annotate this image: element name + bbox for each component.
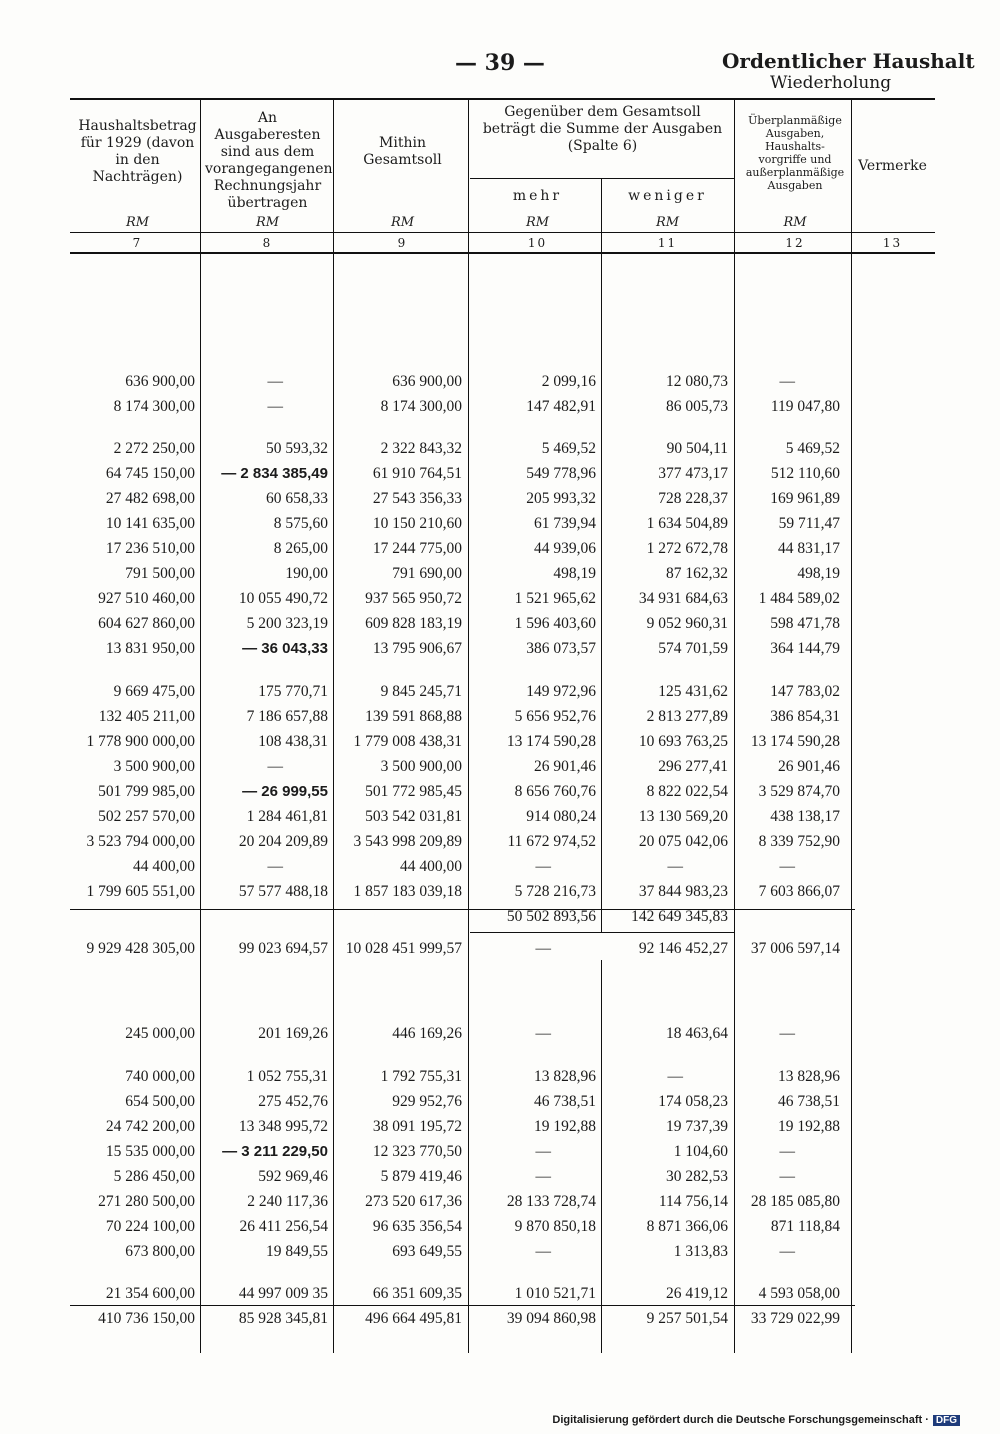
table-cell: 13 828,96 bbox=[778, 1068, 840, 1085]
table-cell: 19 737,39 bbox=[666, 1118, 728, 1135]
table-cell: 5 286 450,00 bbox=[113, 1168, 195, 1185]
table-cell: 33 729 022,99 bbox=[750, 1310, 840, 1327]
table-cell: 20 204 209,89 bbox=[238, 833, 328, 850]
table-cell: 174 058,23 bbox=[658, 1093, 728, 1110]
table-cell: 37 006 597,14 bbox=[750, 940, 840, 957]
unit-10: RM bbox=[525, 215, 550, 230]
table-cell: 245 000,00 bbox=[125, 1025, 195, 1042]
table-cell: 8 174 300,00 bbox=[113, 398, 195, 415]
table-cell: 5 879 419,46 bbox=[380, 1168, 462, 1185]
table-cell: 17 244 775,00 bbox=[372, 540, 462, 557]
table-cell: 38 091 195,72 bbox=[372, 1118, 462, 1135]
table-cell: 1 104,60 bbox=[673, 1143, 728, 1160]
table-cell: 871 118,84 bbox=[770, 1218, 840, 1235]
table-cell: 927 510 460,00 bbox=[98, 590, 195, 607]
table-cell: 501 772 985,45 bbox=[365, 783, 462, 800]
table-cell: 15 535 000,00 bbox=[105, 1143, 195, 1160]
table-cell: 1 857 183 039,18 bbox=[353, 883, 462, 900]
table-cell: 386 854,31 bbox=[770, 708, 840, 725]
table-cell: 693 649,55 bbox=[392, 1243, 462, 1260]
table-cell: 86 005,73 bbox=[666, 398, 728, 415]
table-cell: 1 634 504,89 bbox=[646, 515, 728, 532]
table-cell: 501 799 985,00 bbox=[98, 783, 195, 800]
table-cell: 46 738,51 bbox=[778, 1093, 840, 1110]
table-cell: 377 473,17 bbox=[658, 465, 728, 482]
table-cell: 609 828 183,19 bbox=[365, 615, 462, 632]
table-cell: 446 169,26 bbox=[392, 1025, 462, 1042]
table-cell: 512 110,60 bbox=[770, 465, 840, 482]
table-cell: — bbox=[779, 858, 795, 875]
table-cell: 30 282,53 bbox=[666, 1168, 728, 1185]
subtotal-rule bbox=[470, 932, 734, 933]
table-cell: 26 411 256,54 bbox=[239, 1218, 328, 1235]
table-cell: 37 844 983,23 bbox=[638, 883, 728, 900]
table-cell: — bbox=[667, 1068, 683, 1085]
table-cell: 3 500 900,00 bbox=[113, 758, 195, 775]
table-cell: 673 800,00 bbox=[125, 1243, 195, 1260]
table-cell: 574 701,59 bbox=[658, 640, 728, 657]
table-cell: 11 672 974,52 bbox=[507, 833, 596, 850]
table-cell: 3 543 998 209,89 bbox=[353, 833, 462, 850]
col-divider bbox=[601, 178, 602, 933]
table-cell: 149 972,96 bbox=[526, 683, 596, 700]
table-cell: 1 799 605 551,00 bbox=[86, 883, 195, 900]
col-divider bbox=[851, 98, 852, 1353]
table-cell: 57 577 488,18 bbox=[238, 883, 328, 900]
table-cell: 13 828,96 bbox=[534, 1068, 596, 1085]
table-cell: 1 272 672,78 bbox=[646, 540, 728, 557]
col-num-13: 13 bbox=[882, 236, 903, 250]
table-cell: 28 185 085,80 bbox=[750, 1193, 840, 1210]
table-cell: 914 080,24 bbox=[526, 808, 596, 825]
col-head-10: mehr bbox=[512, 188, 563, 204]
table-cell: 1 313,83 bbox=[673, 1243, 728, 1260]
table-cell: 50 593,32 bbox=[266, 440, 328, 457]
table-cell: 10 150 210,60 bbox=[372, 515, 462, 532]
table-cell: — 2 834 385,49 bbox=[221, 465, 328, 482]
table-cell: — bbox=[779, 1143, 795, 1160]
col-divider bbox=[333, 98, 334, 1353]
table-cell: 132 405 211,00 bbox=[98, 708, 195, 725]
table-cell: 10 693 763,25 bbox=[638, 733, 728, 750]
table-cell: — 36 043,33 bbox=[242, 640, 328, 657]
table-cell: 503 542 031,81 bbox=[365, 808, 462, 825]
table-cell: 13 174 590,28 bbox=[750, 733, 840, 750]
table-cell: 139 591 868,88 bbox=[365, 708, 462, 725]
table-cell: 636 900,00 bbox=[392, 373, 462, 390]
col-divider bbox=[468, 98, 469, 1353]
unit-12: RM bbox=[783, 215, 807, 230]
table-cell: 169 961,89 bbox=[770, 490, 840, 507]
table-cell: 3 529 874,70 bbox=[758, 783, 840, 800]
table-cell: 44 400,00 bbox=[133, 858, 195, 875]
table-cell: 34 931 684,63 bbox=[638, 590, 728, 607]
table-cell: 10 141 635,00 bbox=[105, 515, 195, 532]
table-cell: — bbox=[779, 1168, 795, 1185]
table-cell: 5 200 323,19 bbox=[246, 615, 328, 632]
table-cell: 496 664 495,81 bbox=[365, 1310, 462, 1327]
table-cell: 8 174 300,00 bbox=[380, 398, 462, 415]
table-cell: 114 756,14 bbox=[658, 1193, 728, 1210]
table-cell: 728 228,37 bbox=[658, 490, 728, 507]
table-cell: 27 482 698,00 bbox=[105, 490, 195, 507]
table-cell: 8 822 022,54 bbox=[646, 783, 728, 800]
section-subtitle: Wiederholung bbox=[770, 73, 892, 93]
table-cell: — bbox=[535, 1025, 551, 1042]
table-cell: 1 792 755,31 bbox=[380, 1068, 462, 1085]
col-head-9: Mithin Gesamtsoll bbox=[363, 135, 442, 168]
table-cell: 13 831 950,00 bbox=[105, 640, 195, 657]
table-cell: 1 484 589,02 bbox=[758, 590, 840, 607]
table-cell: 275 452,76 bbox=[258, 1093, 328, 1110]
table-cell: 740 000,00 bbox=[125, 1068, 195, 1085]
table-cell: 1 778 900 000,00 bbox=[86, 733, 195, 750]
table-cell: 19 192,88 bbox=[534, 1118, 596, 1135]
table-cell: — bbox=[267, 858, 283, 875]
table-cell: 1 779 008 438,31 bbox=[353, 733, 462, 750]
table-cell: — 3 211 229,50 bbox=[222, 1143, 328, 1160]
table-cell: 791 500,00 bbox=[125, 565, 195, 582]
col-head-8: An Ausgaberesten sind aus dem vorangegangenen Rechnungsjahr übertragen bbox=[205, 110, 333, 211]
table-cell: 92 146 452,27 bbox=[638, 940, 728, 957]
table-cell: — bbox=[667, 858, 683, 875]
table-cell: 438 138,17 bbox=[770, 808, 840, 825]
table-cell: 18 463,64 bbox=[666, 1025, 728, 1042]
table-cell: 364 144,79 bbox=[770, 640, 840, 657]
col-head-13: Vermerke bbox=[858, 158, 927, 174]
table-cell: 21 354 600,00 bbox=[105, 1285, 195, 1302]
table-cell: 13 174 590,28 bbox=[506, 733, 596, 750]
col-num-9: 9 bbox=[397, 236, 408, 250]
table-cell: 636 900,00 bbox=[125, 373, 195, 390]
table-cell: 44 997 009 35 bbox=[238, 1285, 328, 1302]
table-cell: 7 603 866,07 bbox=[758, 883, 840, 900]
table-cell: 19 849,55 bbox=[266, 1243, 328, 1260]
dfg-logo: DFG bbox=[933, 1415, 960, 1426]
table-cell: 85 928 345,81 bbox=[238, 1310, 328, 1327]
group-head: Gegenüber dem Gesamtsoll beträgt die Summe der Ausgaben (Spalte 6) bbox=[482, 104, 723, 154]
table-cell: 9 845 245,71 bbox=[380, 683, 462, 700]
table-cell: — bbox=[267, 758, 283, 775]
col-num-8: 8 bbox=[262, 236, 273, 250]
footer-note bbox=[552, 1414, 960, 1426]
table-cell: 87 162,32 bbox=[666, 565, 728, 582]
table-cell: — bbox=[535, 940, 551, 957]
col-divider bbox=[601, 960, 602, 1353]
table-cell: — bbox=[535, 1168, 551, 1185]
table-cell: 1 284 461,81 bbox=[246, 808, 328, 825]
col-num-7: 7 bbox=[132, 236, 143, 250]
table-cell: 50 502 893,56 bbox=[506, 908, 596, 925]
table-cell: 61 739,94 bbox=[534, 515, 596, 532]
table-cell: 19 192,88 bbox=[778, 1118, 840, 1135]
table-cell: 8 575,60 bbox=[273, 515, 328, 532]
table-cell: 60 658,33 bbox=[266, 490, 328, 507]
table-cell: 147 783,02 bbox=[770, 683, 840, 700]
table-cell: 70 224 100,00 bbox=[105, 1218, 195, 1235]
table-cell: 273 520 617,36 bbox=[365, 1193, 462, 1210]
table-cell: 27 543 356,33 bbox=[372, 490, 462, 507]
unit-11: RM bbox=[655, 215, 680, 230]
table-cell: 8 339 752,90 bbox=[758, 833, 840, 850]
table-cell: 9 929 428 305,00 bbox=[86, 940, 195, 957]
table-cell: 549 778,96 bbox=[526, 465, 596, 482]
col-head-12: Überplanmäßige Ausgaben, Haushalts- vorgriffe und außerplanmäßige Ausgaben bbox=[745, 114, 845, 192]
table-cell: 99 023 694,57 bbox=[238, 940, 328, 957]
table-cell: 2 272 250,00 bbox=[113, 440, 195, 457]
table-cell: 64 745 150,00 bbox=[105, 465, 195, 482]
table-cell: 108 438,31 bbox=[258, 733, 328, 750]
table-cell: 8 871 366,06 bbox=[646, 1218, 728, 1235]
table-cell: 598 471,78 bbox=[770, 615, 840, 632]
table-cell: 410 736 150,00 bbox=[98, 1310, 195, 1327]
table-cell: 201 169,26 bbox=[258, 1025, 328, 1042]
table-cell: 592 969,46 bbox=[258, 1168, 328, 1185]
table-cell: 190,00 bbox=[285, 565, 328, 582]
table-cell: 2 322 843,32 bbox=[380, 440, 462, 457]
table-cell: 9 052 960,31 bbox=[646, 615, 728, 632]
table-cell: 26 901,46 bbox=[534, 758, 596, 775]
table-cell: 39 094 860,98 bbox=[506, 1310, 596, 1327]
table-cell: 498,19 bbox=[797, 565, 840, 582]
table-cell: 46 738,51 bbox=[534, 1093, 596, 1110]
table-cell: 5 728 216,73 bbox=[514, 883, 596, 900]
table-cell: 386 073,57 bbox=[526, 640, 596, 657]
col-head-11: weniger bbox=[628, 188, 707, 204]
table-cell: 96 635 356,54 bbox=[372, 1218, 462, 1235]
table-cell: 2 813 277,89 bbox=[646, 708, 728, 725]
table-cell: 8 265,00 bbox=[273, 540, 328, 557]
subtotal-rule bbox=[70, 909, 855, 910]
table-cell: 3 500 900,00 bbox=[380, 758, 462, 775]
table-cell: 10 055 490,72 bbox=[238, 590, 328, 607]
page-number: — 39 — bbox=[455, 50, 545, 76]
table-cell: 498,19 bbox=[553, 565, 596, 582]
table-cell: 20 075 042,06 bbox=[638, 833, 728, 850]
table-cell: 1 521 965,62 bbox=[514, 590, 596, 607]
table-cell: 937 565 950,72 bbox=[365, 590, 462, 607]
section-title: Ordentlicher Haushalt bbox=[722, 49, 975, 73]
total-rule bbox=[70, 1305, 855, 1306]
unit-7: RM bbox=[125, 215, 150, 230]
table-cell: 28 133 728,74 bbox=[506, 1193, 596, 1210]
table-cell: 8 656 760,76 bbox=[514, 783, 596, 800]
table-cell: 125 431,62 bbox=[658, 683, 728, 700]
table-cell: 59 711,47 bbox=[778, 515, 840, 532]
table-cell: 296 277,41 bbox=[658, 758, 728, 775]
table-cell: 26 419,12 bbox=[666, 1285, 728, 1302]
table-cell: 5 469,52 bbox=[541, 440, 596, 457]
table-cell: 66 351 609,35 bbox=[372, 1285, 462, 1302]
table-cell: 1 052 755,31 bbox=[246, 1068, 328, 1085]
table-cell: 2 099,16 bbox=[541, 373, 596, 390]
table-cell: 142 649 345,83 bbox=[631, 908, 728, 925]
table-cell: 9 669 475,00 bbox=[113, 683, 195, 700]
table-cell: 791 690,00 bbox=[392, 565, 462, 582]
table-cell: 9 870 850,18 bbox=[514, 1218, 596, 1235]
table-cell: 205 993,32 bbox=[526, 490, 596, 507]
footer-text: Digitalisierung gefördert durch die Deutsche Forschungsgemeinschaft · bbox=[552, 1414, 929, 1426]
table-cell: — bbox=[779, 1243, 795, 1260]
table-cell: 5 469,52 bbox=[785, 440, 840, 457]
table-cell: 502 257 570,00 bbox=[98, 808, 195, 825]
table-cell: 5 656 952,76 bbox=[514, 708, 596, 725]
table-cell: — bbox=[267, 398, 283, 415]
table-cell: 17 236 510,00 bbox=[105, 540, 195, 557]
table-cell: — bbox=[535, 1243, 551, 1260]
col-num-12: 12 bbox=[785, 236, 805, 250]
table-cell: 9 257 501,54 bbox=[646, 1310, 728, 1327]
table-cell: 147 482,91 bbox=[526, 398, 596, 415]
table-cell: 90 504,11 bbox=[666, 440, 728, 457]
unit-8: RM bbox=[255, 215, 280, 230]
col-num-10: 10 bbox=[527, 236, 548, 250]
table-cell: 44 939,06 bbox=[534, 540, 596, 557]
table-cell: 1 596 403,60 bbox=[514, 615, 596, 632]
table-cell: 24 742 200,00 bbox=[105, 1118, 195, 1135]
table-cell: 271 280 500,00 bbox=[98, 1193, 195, 1210]
table-cell: 26 901,46 bbox=[778, 758, 840, 775]
table-cell: — bbox=[779, 1025, 795, 1042]
table-cell: 10 028 451 999,57 bbox=[345, 940, 462, 957]
table-cell: 12 323 770,50 bbox=[372, 1143, 462, 1160]
col-num-11: 11 bbox=[657, 236, 678, 250]
table-cell: 2 240 117,36 bbox=[247, 1193, 328, 1210]
table-cell: 119 047,80 bbox=[770, 398, 840, 415]
table-cell: 13 130 569,20 bbox=[638, 808, 728, 825]
table-cell: 654 500,00 bbox=[125, 1093, 195, 1110]
table-cell: 13 348 995,72 bbox=[238, 1118, 328, 1135]
table-cell: — bbox=[267, 373, 283, 390]
table-cell: 1 010 521,71 bbox=[514, 1285, 596, 1302]
table-cell: — bbox=[779, 373, 795, 390]
table-cell: — bbox=[535, 1143, 551, 1160]
table-cell: 4 593 058,00 bbox=[758, 1285, 840, 1302]
table-cell: — bbox=[535, 858, 551, 875]
table-cell: 13 795 906,67 bbox=[372, 640, 462, 657]
col-divider bbox=[734, 98, 735, 1353]
unit-9: RM bbox=[390, 215, 415, 230]
table-cell: 604 627 860,00 bbox=[98, 615, 195, 632]
table-cell: 44 831,17 bbox=[778, 540, 840, 557]
table-cell: 929 952,76 bbox=[392, 1093, 462, 1110]
table-cell: 61 910 764,51 bbox=[372, 465, 462, 482]
table-cell: — 26 999,55 bbox=[242, 783, 328, 800]
table-cell: 12 080,73 bbox=[666, 373, 728, 390]
col-divider bbox=[200, 98, 201, 1353]
table-cell: 44 400,00 bbox=[400, 858, 462, 875]
group-rule bbox=[470, 178, 735, 179]
table-cell: 3 523 794 000,00 bbox=[86, 833, 195, 850]
table-cell: 175 770,71 bbox=[258, 683, 328, 700]
table-cell: 7 186 657,88 bbox=[246, 708, 328, 725]
col-head-7: Haushaltsbetrag für 1929 (davon in den Nachträgen) bbox=[78, 118, 197, 185]
